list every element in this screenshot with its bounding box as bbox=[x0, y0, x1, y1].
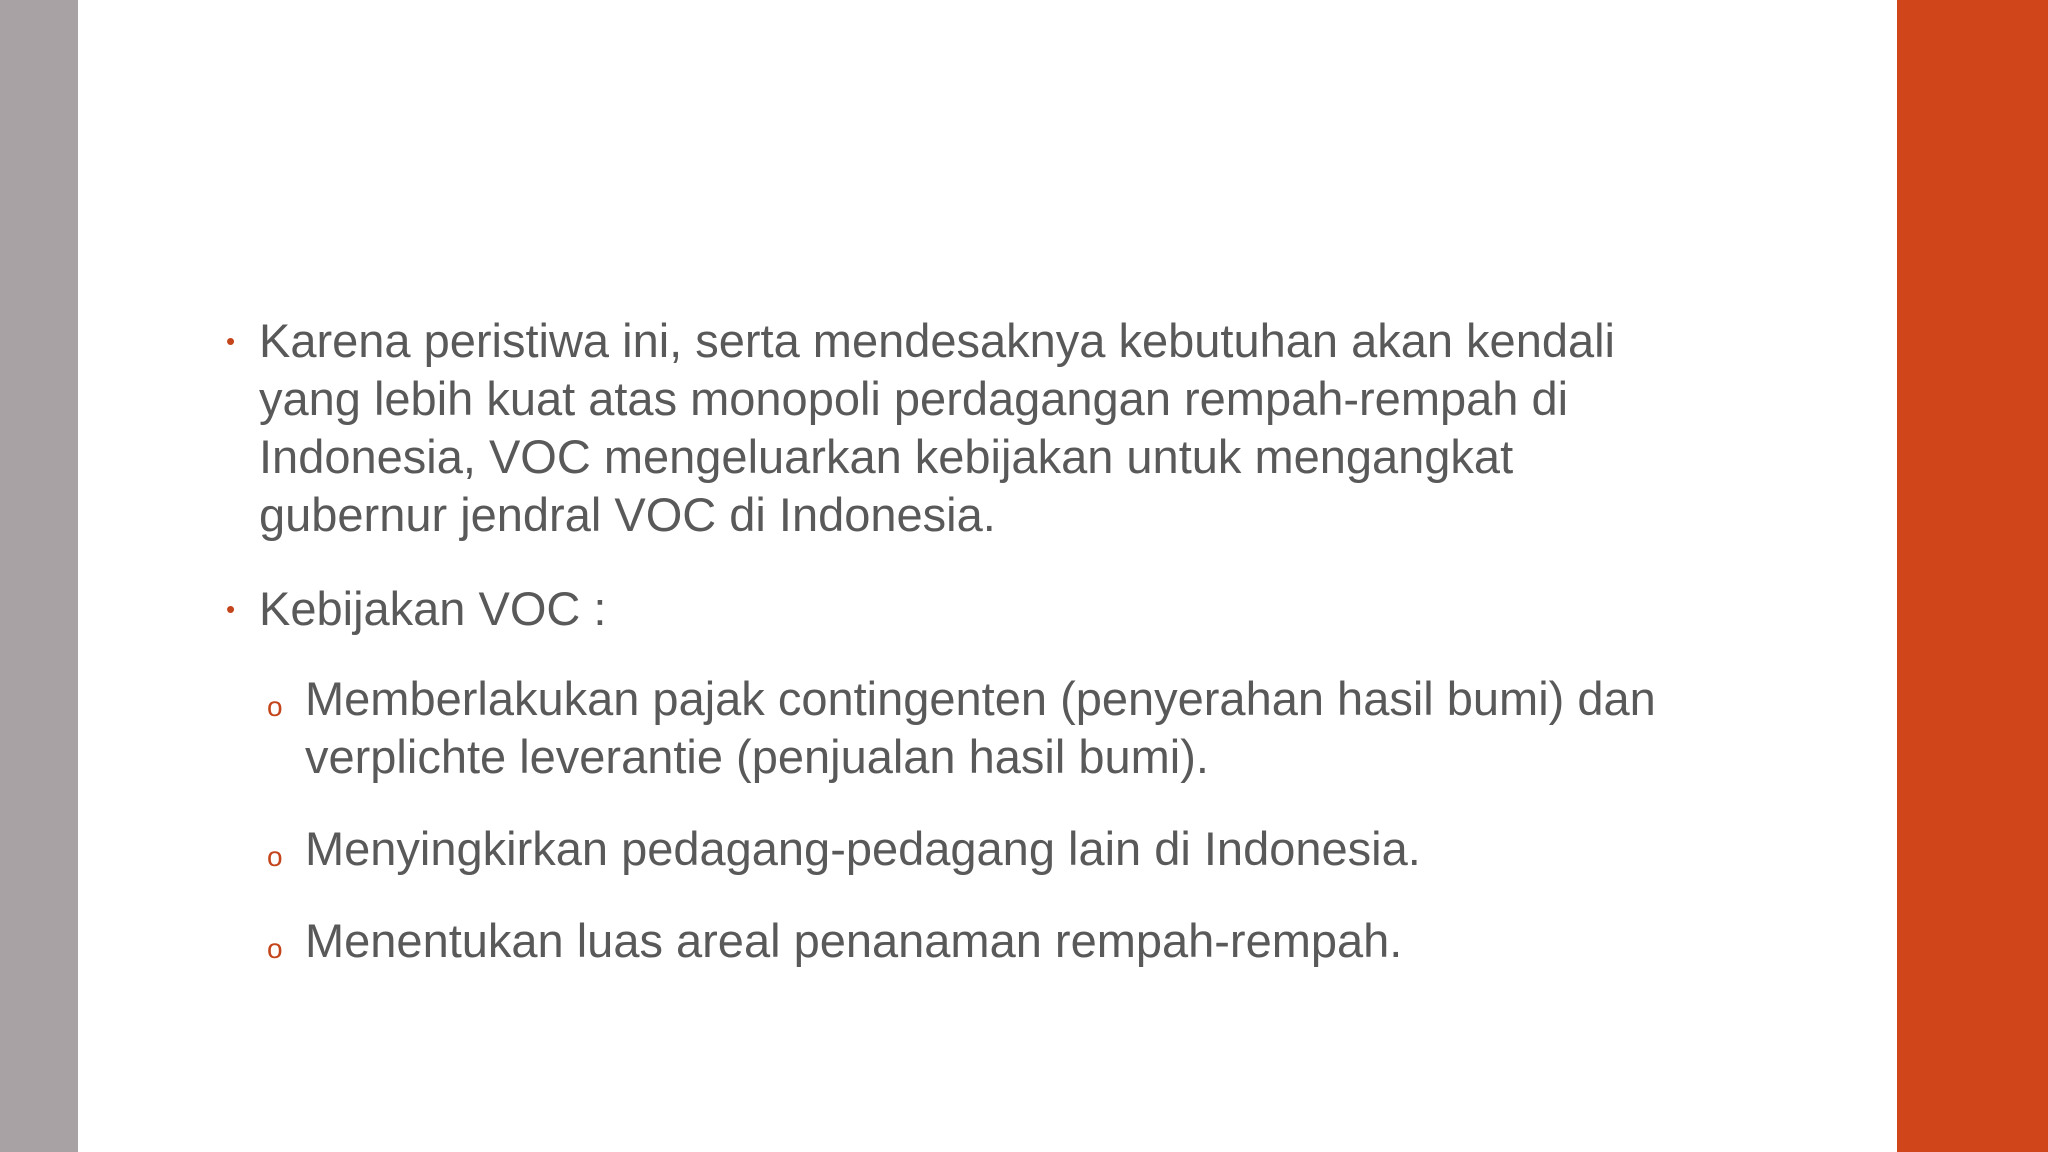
bullet-dot-icon: • bbox=[226, 326, 236, 356]
sub-bullet-line: Memberlakukan pajak contingenten (penyerahan hasil bumi) dan bbox=[305, 672, 1656, 725]
sub-bullet-line: verplichte leverantie (penjualan hasil bumi). bbox=[305, 730, 1209, 783]
sub-bullet-item bbox=[220, 670, 1840, 786]
bullet-line: gubernur jendral VOC di Indonesia. bbox=[259, 488, 996, 541]
sub-bullet-item bbox=[220, 820, 1840, 878]
bullet-line: yang lebih kuat atas monopoli perdagangan rempah-rempah di bbox=[259, 372, 1569, 425]
right-accent-bar bbox=[1897, 0, 2048, 1152]
sub-bullet-line: Menentukan luas areal penanaman rempah-rempah. bbox=[305, 914, 1403, 967]
hollow-circle-bullet-icon: o bbox=[267, 933, 283, 964]
sub-bullet-line: Menyingkirkan pedagang-pedagang lain di Indonesia. bbox=[305, 822, 1421, 875]
bullet-line: Indonesia, VOC mengeluarkan kebijakan untuk mengangkat bbox=[259, 430, 1514, 483]
hollow-circle-bullet-icon: o bbox=[267, 691, 283, 722]
sub-bullet-list bbox=[220, 670, 1840, 970]
sub-bullet-item bbox=[220, 912, 1840, 970]
hollow-circle-bullet-icon: o bbox=[267, 841, 283, 872]
left-accent-bar bbox=[0, 0, 78, 1152]
bullet-line: Karena peristiwa ini, serta mendesaknya kebutuhan akan kendali bbox=[259, 314, 1616, 367]
bullet-dot-icon: • bbox=[226, 594, 236, 624]
slide-content bbox=[220, 312, 1840, 970]
bullet-item bbox=[220, 312, 1840, 544]
bullet-line: Kebijakan VOC : bbox=[259, 582, 607, 635]
bullet-item bbox=[220, 580, 1840, 638]
